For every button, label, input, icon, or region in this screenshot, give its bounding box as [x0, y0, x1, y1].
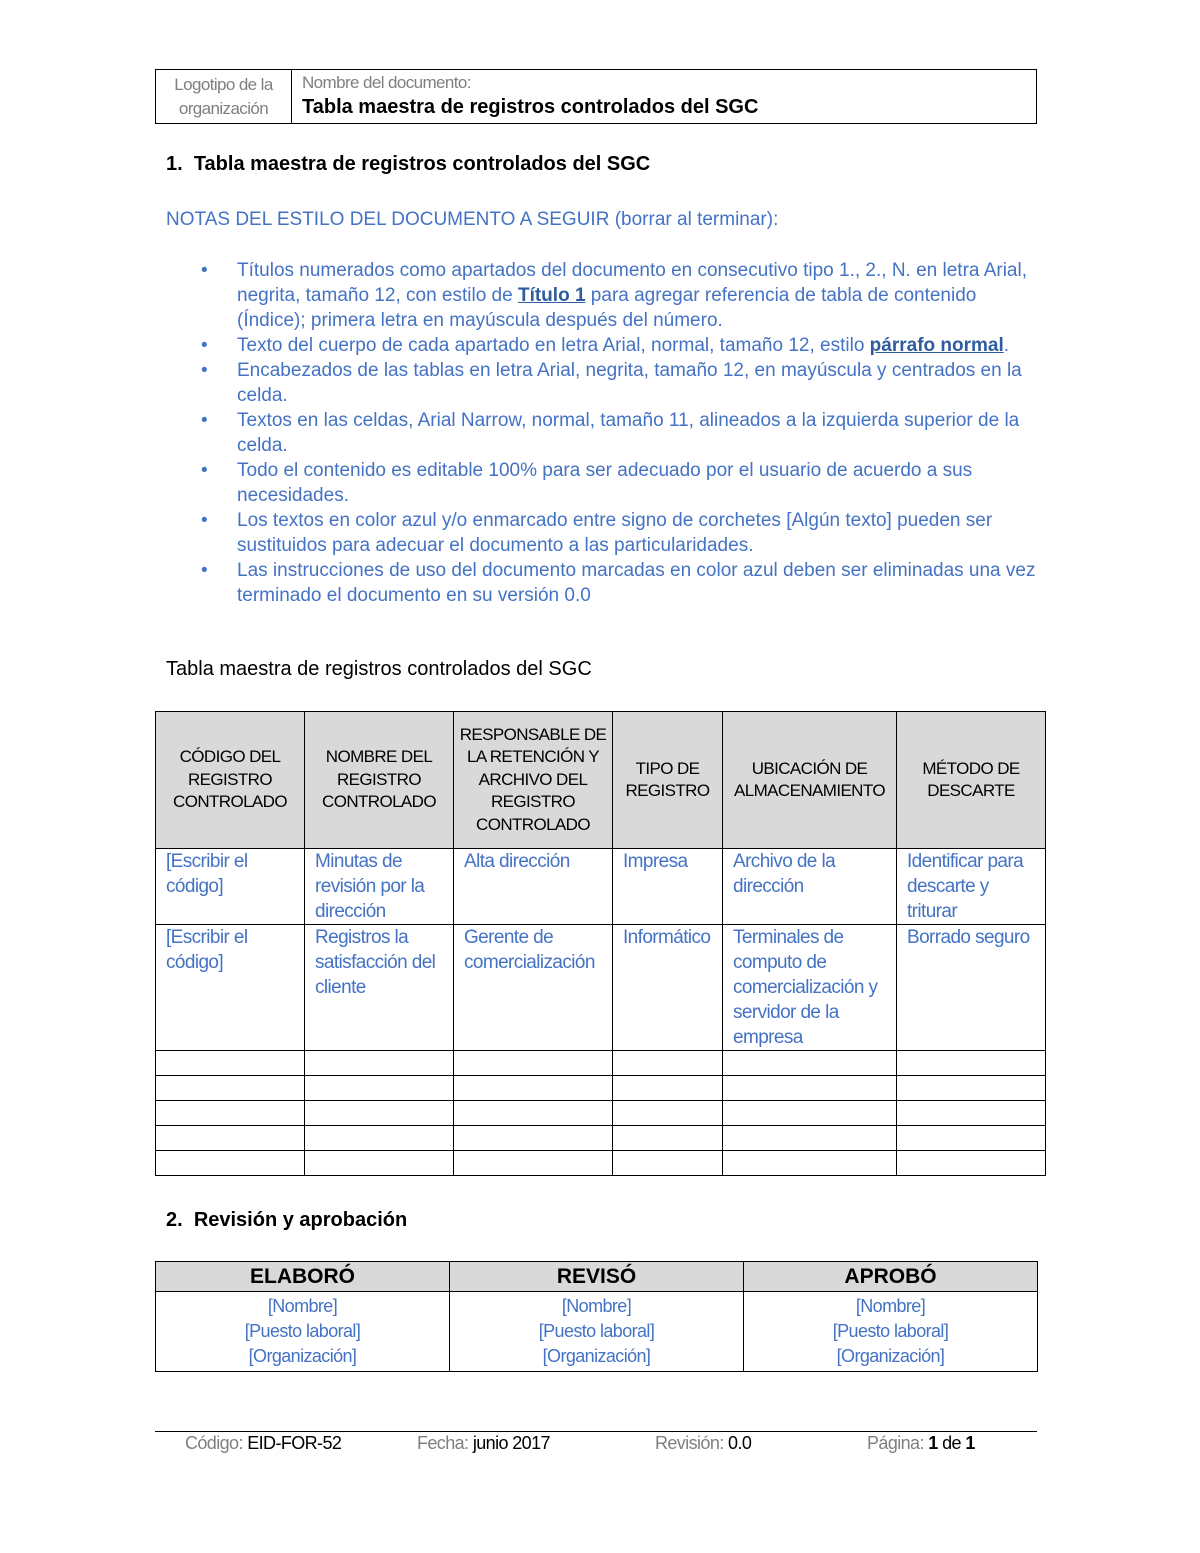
note-text: Texto del cuerpo de cada apartado en letra Arial, normal, tamaño 12, estilo: [237, 335, 870, 356]
cell-name[interactable]: Minutas de revisión por la dirección: [305, 849, 454, 925]
document-name-label: Nombre del documento:: [302, 73, 471, 92]
reviewed-by-cell[interactable]: [450, 1292, 744, 1372]
empty-table-row: [156, 1101, 1046, 1126]
section-2-heading: [166, 1209, 407, 1232]
empty-table-row: [156, 1076, 1046, 1101]
empty-cell[interactable]: [156, 1126, 305, 1151]
empty-cell[interactable]: [454, 1126, 613, 1151]
note-text: para agregar referencia de tabla de contenido (Índice); primera letra en mayúscula después del número.: [237, 285, 977, 331]
column-header-disposal: MÉTODO DE DESCARTE: [897, 712, 1046, 849]
empty-cell[interactable]: [454, 1151, 613, 1176]
empty-cell[interactable]: [156, 1101, 305, 1126]
cell-name[interactable]: Registros la satisfacción del cliente: [305, 925, 454, 1051]
footer-page-of: de: [942, 1433, 961, 1453]
title-1-style-link[interactable]: Título 1: [517, 285, 586, 306]
cell-type[interactable]: Informático: [613, 925, 723, 1051]
signer-position: [Puesto laboral]: [832, 1321, 949, 1341]
empty-cell[interactable]: [723, 1051, 897, 1076]
note-text: Las instrucciones de uso del documento marcadas en color azul deben ser eliminadas una vez terminado el documento en su versión 0.0: [237, 560, 1036, 606]
prepared-by-cell[interactable]: [156, 1292, 450, 1372]
list-item: [196, 508, 1041, 558]
empty-cell[interactable]: [454, 1076, 613, 1101]
empty-table-row: [156, 1126, 1046, 1151]
cell-location[interactable]: Terminales de computo de comercialización y servidor de la empresa: [723, 925, 897, 1051]
footer-page-current: 1: [928, 1433, 938, 1453]
footer-code: [185, 1433, 341, 1454]
bullet-icon: •: [201, 460, 208, 481]
section-1-number: 1.: [166, 153, 183, 175]
footer-code-label: Código:: [185, 1433, 243, 1453]
empty-cell[interactable]: [454, 1101, 613, 1126]
empty-cell[interactable]: [897, 1101, 1046, 1126]
section-1-title: Tabla maestra de registros controlados del SGC: [193, 153, 651, 175]
signer-organization: [Organización]: [542, 1346, 651, 1366]
empty-cell[interactable]: [156, 1051, 305, 1076]
cell-responsible[interactable]: Alta dirección: [454, 849, 613, 925]
bullet-icon: •: [201, 360, 208, 381]
style-notes-list: [196, 258, 1041, 608]
empty-cell[interactable]: [723, 1151, 897, 1176]
empty-cell[interactable]: [305, 1076, 454, 1101]
note-text: Todo el contenido es editable 100% para ser adecuado por el usuario de acuerdo a sus necesidades.: [237, 460, 973, 506]
cell-code[interactable]: [Escribir el código]: [156, 925, 305, 1051]
footer-code-value: EID-FOR-52: [247, 1433, 342, 1453]
cell-code[interactable]: [Escribir el código]: [156, 849, 305, 925]
footer-revision-value: 0.0: [728, 1433, 752, 1453]
empty-cell[interactable]: [156, 1076, 305, 1101]
footer-date-label: Fecha:: [417, 1433, 469, 1453]
master-records-table: [155, 711, 1046, 1176]
list-item: [196, 258, 1041, 333]
column-header-location: UBICACIÓN DE ALMACENAMIENTO: [723, 712, 897, 849]
empty-cell[interactable]: [897, 1051, 1046, 1076]
column-header-name: NOMBRE DEL REGISTRO CONTROLADO: [305, 712, 454, 849]
section-2-title: Revisión y aprobación: [193, 1209, 408, 1231]
bullet-icon: •: [201, 335, 208, 356]
header-reviewed-by: REVISÓ: [450, 1262, 744, 1292]
footer-date: [417, 1433, 550, 1454]
empty-cell[interactable]: [454, 1051, 613, 1076]
signer-name: [Nombre]: [267, 1296, 338, 1316]
empty-table-row: [156, 1051, 1046, 1076]
footer-revision-label: Revisión:: [655, 1433, 724, 1453]
bullet-icon: •: [201, 510, 208, 531]
signer-organization: [Organización]: [248, 1346, 357, 1366]
normal-paragraph-style-link[interactable]: párrafo normal: [869, 335, 1004, 356]
bullet-icon: •: [201, 560, 208, 581]
footer-divider: [155, 1431, 1037, 1432]
empty-cell[interactable]: [613, 1101, 723, 1126]
table-caption: Tabla maestra de registros controlados del SGC: [166, 658, 592, 680]
note-text: Títulos numerados como apartados del documento en consecutivo tipo 1., 2., N. en letra Arial, negrita, tamaño 12, con estilo de: [237, 260, 1027, 306]
cell-responsible[interactable]: Gerente de comercialización: [454, 925, 613, 1051]
empty-cell[interactable]: [897, 1126, 1046, 1151]
style-notes-heading: NOTAS DEL ESTILO DEL DOCUMENTO A SEGUIR (borrar al terminar):: [166, 209, 779, 230]
empty-cell[interactable]: [897, 1076, 1046, 1101]
signer-name: [Nombre]: [855, 1296, 926, 1316]
page-footer: [155, 1433, 1037, 1459]
section-1-heading: [166, 153, 650, 176]
table-row: [156, 925, 1046, 1051]
signer-position: [Puesto laboral]: [538, 1321, 655, 1341]
note-text: Textos en las celdas, Arial Narrow, normal, tamaño 11, alineados a la izquierda superior de la celda.: [237, 410, 1020, 456]
empty-cell[interactable]: [305, 1151, 454, 1176]
empty-cell[interactable]: [305, 1051, 454, 1076]
approval-table: [155, 1261, 1038, 1372]
empty-cell[interactable]: [305, 1126, 454, 1151]
signer-position: [Puesto laboral]: [244, 1321, 361, 1341]
column-header-type: TIPO DE REGISTRO: [613, 712, 723, 849]
footer-revision: [655, 1433, 751, 1454]
empty-cell[interactable]: [723, 1126, 897, 1151]
empty-cell[interactable]: [156, 1151, 305, 1176]
empty-cell[interactable]: [897, 1151, 1046, 1176]
header-approved-by: APROBÓ: [744, 1262, 1038, 1292]
approved-by-cell[interactable]: [744, 1292, 1038, 1372]
note-text: .: [1003, 335, 1010, 356]
header-prepared-by: ELABORÓ: [156, 1262, 450, 1292]
signer-organization: [Organización]: [836, 1346, 945, 1366]
column-header-code: CÓDIGO DEL REGISTRO CONTROLADO: [156, 712, 305, 849]
footer-page: [867, 1433, 975, 1454]
list-item: [196, 558, 1041, 608]
bullet-icon: •: [201, 410, 208, 431]
empty-cell[interactable]: [723, 1076, 897, 1101]
section-2-number: 2.: [166, 1209, 183, 1231]
empty-cell[interactable]: [613, 1151, 723, 1176]
table-header-row: [156, 712, 1046, 849]
cell-disposal[interactable]: Identificar para descarte y triturar: [897, 849, 1046, 925]
footer-page-label: Página:: [867, 1433, 924, 1453]
document-header: [155, 69, 1037, 124]
empty-cell[interactable]: [613, 1126, 723, 1151]
note-text: Encabezados de las tablas en letra Arial, negrita, tamaño 12, en mayúscula y centrados en la celda.: [237, 360, 1022, 406]
approval-header-row: [156, 1262, 1038, 1292]
document-name: Tabla maestra de registros controlados del SGC: [302, 96, 759, 118]
bullet-icon: •: [201, 260, 208, 281]
cell-type[interactable]: Impresa: [613, 849, 723, 925]
empty-cell[interactable]: [613, 1076, 723, 1101]
note-text: Los textos en color azul y/o enmarcado entre signo de corchetes [Algún texto] pueden ser sustituidos para adecuar el documento a las particularidades.: [237, 510, 993, 556]
footer-date-value: junio 2017: [472, 1433, 550, 1453]
document-name-cell: [292, 70, 1036, 123]
list-item: [196, 408, 1041, 458]
cell-location[interactable]: Archivo de la dirección: [723, 849, 897, 925]
empty-cell[interactable]: [613, 1051, 723, 1076]
list-item: [196, 358, 1041, 408]
table-row: [156, 849, 1046, 925]
empty-cell[interactable]: [305, 1101, 454, 1126]
footer-page-total: 1: [965, 1433, 975, 1453]
signer-name: [Nombre]: [561, 1296, 632, 1316]
logo-placeholder: Logotipo de la organización: [156, 70, 292, 123]
list-item: [196, 333, 1041, 358]
empty-cell[interactable]: [723, 1101, 897, 1126]
approval-row: [156, 1292, 1038, 1372]
column-header-responsible: RESPONSABLE DE LA RETENCIÓN Y ARCHIVO DEL REGISTRO CONTROLADO: [454, 712, 613, 849]
list-item: [196, 458, 1041, 508]
cell-disposal[interactable]: Borrado seguro: [897, 925, 1046, 1051]
empty-table-row: [156, 1151, 1046, 1176]
